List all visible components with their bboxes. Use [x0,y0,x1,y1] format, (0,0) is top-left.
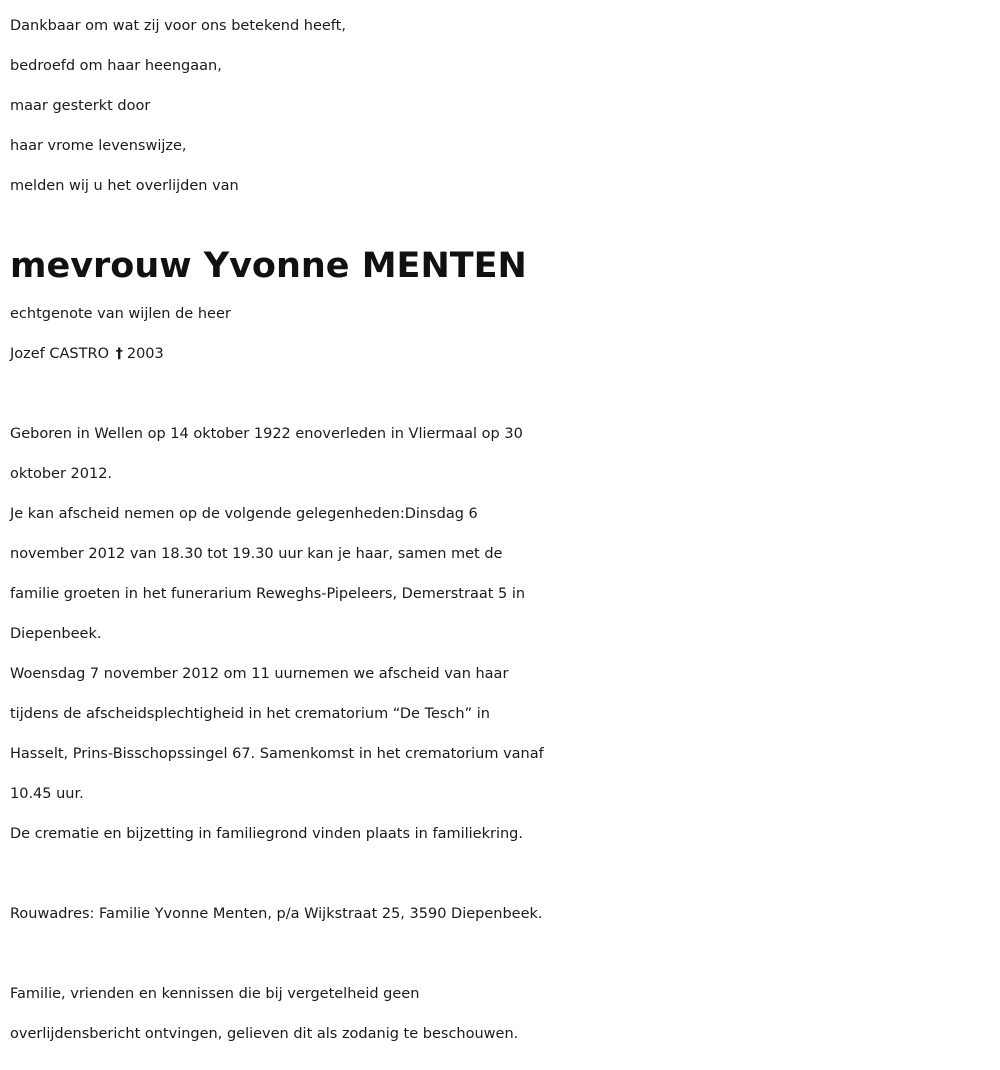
intro-line: haar vrome levenswijze, [10,138,187,154]
body-line: Hasselt, Prins-Bisschopssingel 67. Samenkomst in het crematorium vanaf [10,746,544,762]
body-line: oktober 2012. [10,466,113,482]
body-line: De crematie en bijzetting in familiegrond vinden plaats in familiekring. [10,826,523,842]
deceased-name: mevrouw Yvonne MENTEN [10,246,527,286]
body-line: Je kan afscheid nemen op de volgende gelegenheden:Dinsdag 6 [10,506,478,522]
spouse-name: Jozef CASTRO [10,346,109,362]
intro-line: Dankbaar om wat zij voor ons betekend heeft, [10,18,346,34]
body-line: Woensdag 7 november 2012 om 11 uurnemen we afscheid van haar [10,666,509,682]
body-line: familie groeten in het funerarium Reweghs-Pipeleers, Demerstraat 5 in [10,586,526,602]
cross-icon: † [115,346,123,362]
body-line: Geboren in Wellen op 14 oktober 1922 enoverleden in Vliermaal op 30 [10,426,523,442]
intro-line: bedroefd om haar heengaan, [10,58,222,74]
intro-text [10,6,995,206]
intro-line: melden wij u het overlijden van [10,178,239,194]
body-line: tijdens de afscheidsplechtigheid in het crematorium “De Tesch” in [10,706,490,722]
mourning-address [10,894,995,934]
spouse-name-line [10,334,995,374]
body-line: 10.45 uur. [10,786,84,802]
address-line: Rouwadres: Familie Yvonne Menten, p/a Wijkstraat 25, 3590 Diepenbeek. [10,906,543,922]
spouse-death-year: 2003 [126,346,164,362]
notice-line: Familie, vrienden en kennissen die bij vergetelheid geen [10,986,420,1002]
closing-notice [10,974,995,1054]
spouse-line: echtgenote van wijlen de heer [10,306,231,322]
ceremony-details [10,414,995,854]
spouse-info [10,294,995,374]
intro-line: maar gesterkt door [10,98,151,114]
body-line: Diepenbeek. [10,626,102,642]
body-line: november 2012 van 18.30 tot 19.30 uur kan je haar, samen met de [10,546,503,562]
notice-line: overlijdensbericht ontvingen, gelieven dit als zodanig te beschouwen. [10,1026,519,1042]
